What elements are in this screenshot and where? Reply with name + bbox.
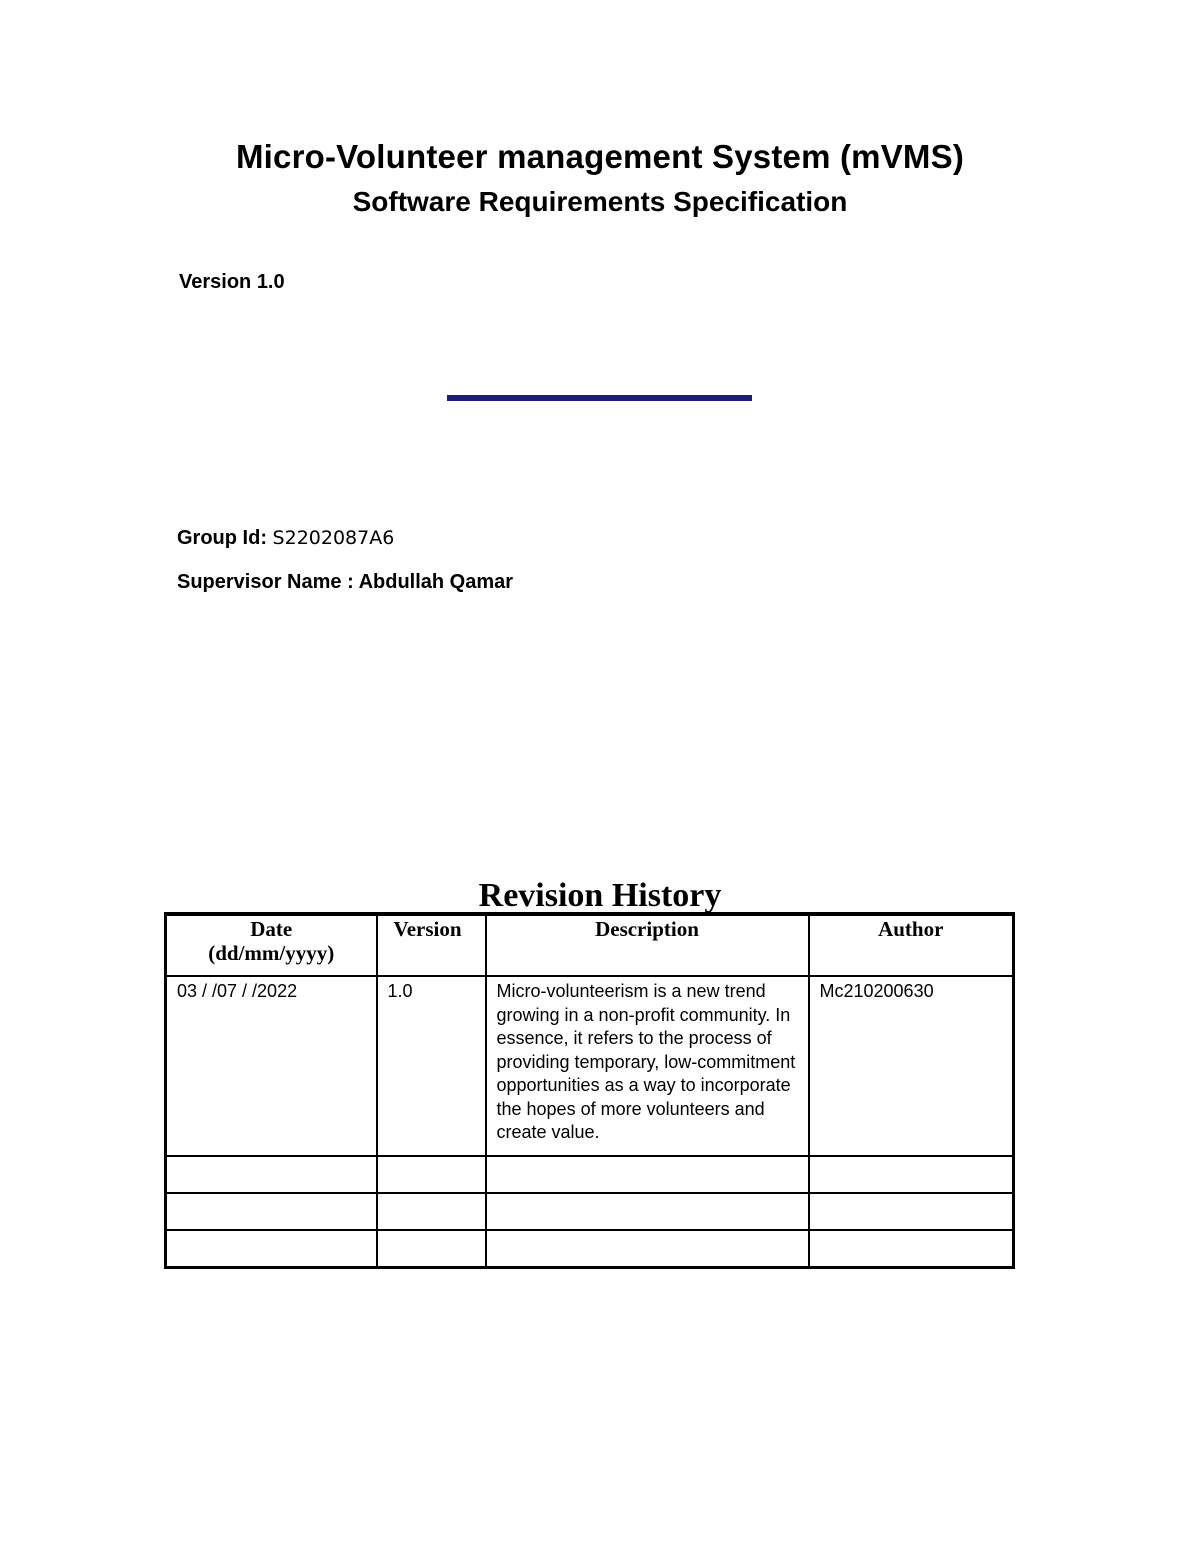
cell-empty bbox=[377, 1230, 486, 1268]
cell-empty bbox=[486, 1156, 809, 1193]
table-row-empty bbox=[166, 1156, 1014, 1193]
date-header-line1: Date bbox=[250, 917, 293, 941]
table-row bbox=[166, 976, 1014, 1156]
table-row-empty bbox=[166, 1230, 1014, 1268]
title-divider bbox=[447, 395, 752, 401]
column-header-description: Description bbox=[486, 914, 809, 976]
supervisor-label: Supervisor Name : bbox=[177, 571, 354, 593]
cell-empty bbox=[486, 1193, 809, 1230]
cell-empty bbox=[377, 1156, 486, 1193]
column-header-version: Version bbox=[377, 914, 486, 976]
supervisor-value: Abdullah Qamar bbox=[358, 571, 514, 593]
cell-empty bbox=[166, 1193, 377, 1230]
cell-empty bbox=[377, 1193, 486, 1230]
cell-version: 1.0 bbox=[377, 976, 486, 1156]
cell-empty bbox=[166, 1156, 377, 1193]
revision-history-heading: Revision History bbox=[478, 877, 722, 914]
date-header-line2: (dd/mm/yyyy) bbox=[208, 941, 335, 965]
cell-author: Mc210200630 bbox=[809, 976, 1014, 1156]
supervisor-name bbox=[177, 571, 513, 594]
column-header-date bbox=[166, 914, 377, 976]
cell-empty bbox=[486, 1230, 809, 1268]
cell-empty bbox=[166, 1230, 377, 1268]
cell-description: Micro-volunteerism is a new trend growing in a non-profit community. In essence, it refers to the process of providing temporary, low-commitment opportunities as a way to incorporate the hopes of more volunteers and create value. bbox=[486, 976, 809, 1156]
table-row-empty bbox=[166, 1193, 1014, 1230]
cell-empty bbox=[809, 1193, 1014, 1230]
table-header-row bbox=[166, 914, 1014, 976]
group-id bbox=[177, 527, 394, 550]
group-id-label: Group Id: bbox=[177, 527, 267, 549]
document-subtitle: Software Requirements Specification bbox=[352, 186, 848, 217]
cell-empty bbox=[809, 1156, 1014, 1193]
cell-empty bbox=[809, 1230, 1014, 1268]
column-header-author: Author bbox=[809, 914, 1014, 976]
cell-date: 03 / /07 / /2022 bbox=[166, 976, 377, 1156]
version-label: Version 1.0 bbox=[179, 271, 285, 293]
revision-history-table bbox=[164, 912, 1015, 1269]
document-title: Micro-Volunteer management System (mVMS) bbox=[235, 138, 965, 175]
group-id-value: S2202087A6 bbox=[272, 527, 395, 549]
